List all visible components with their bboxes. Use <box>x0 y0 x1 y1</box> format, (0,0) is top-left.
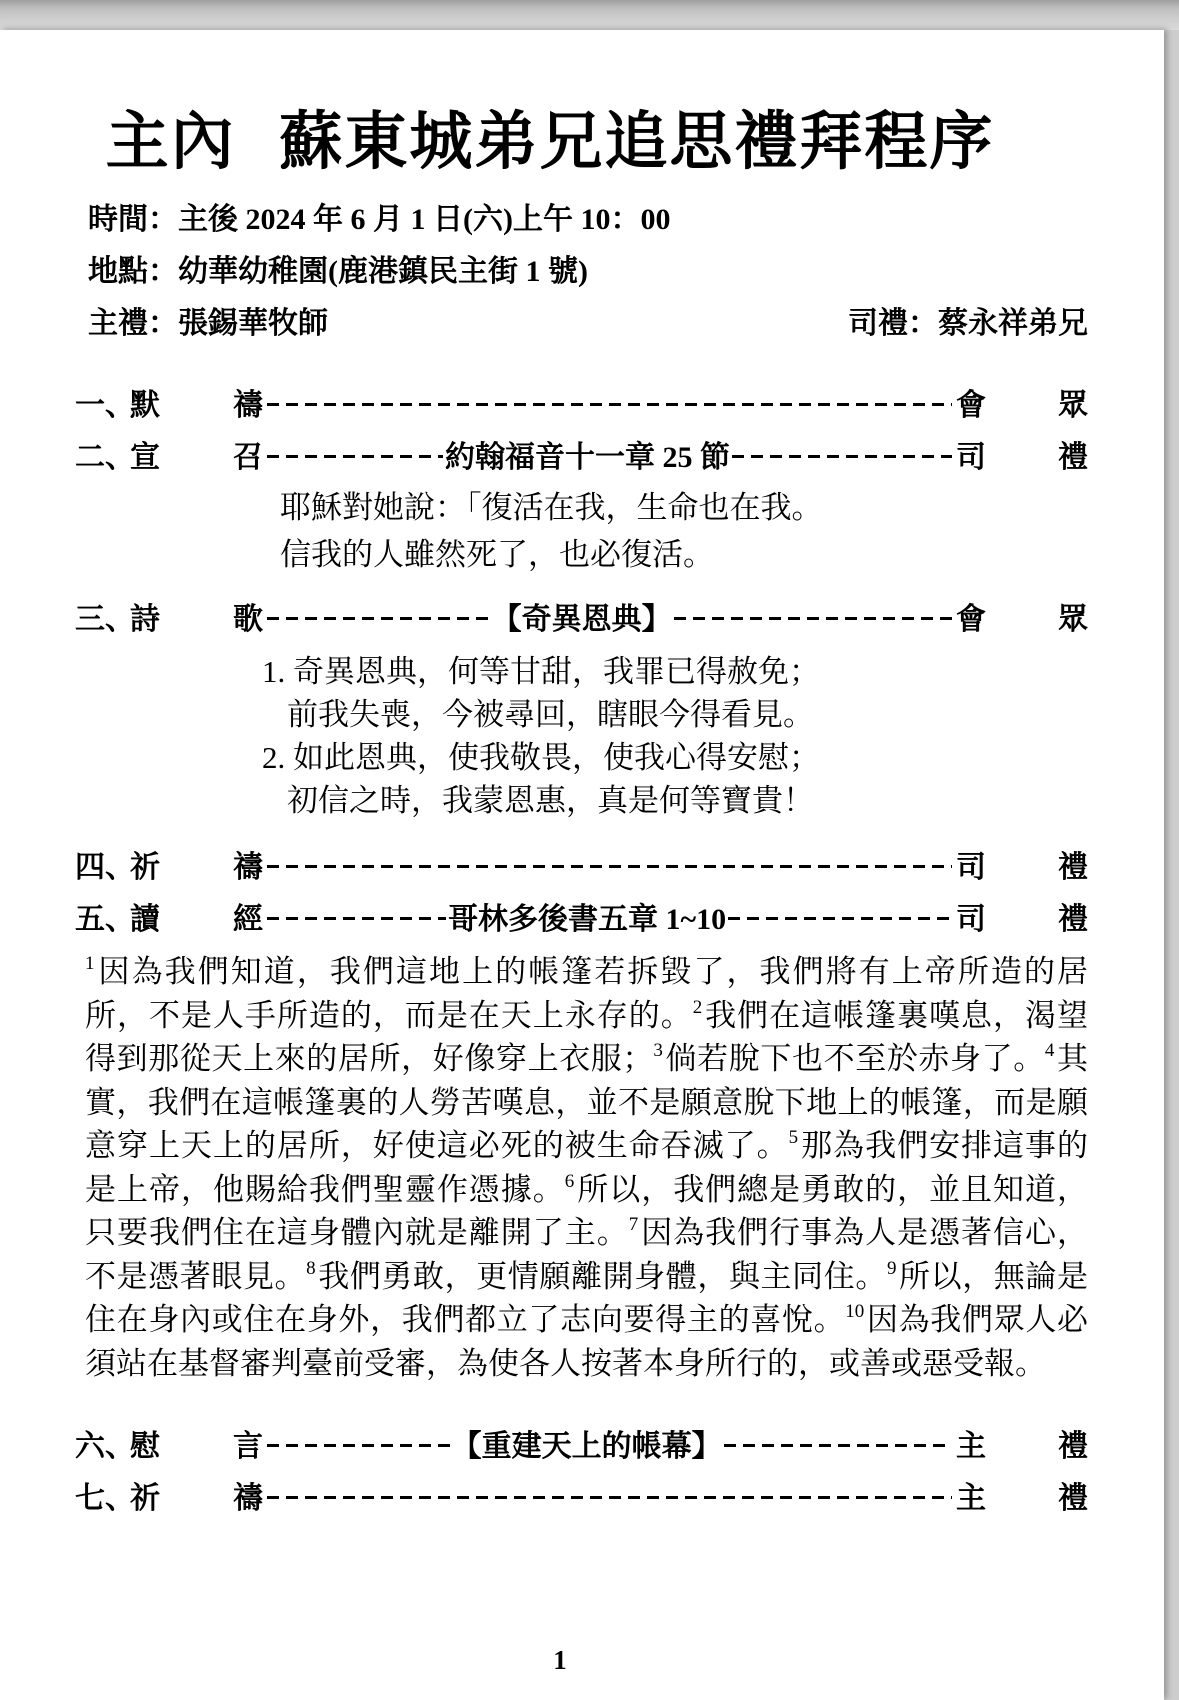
leader-dashes <box>732 455 952 458</box>
hymn-lyrics <box>262 650 1088 822</box>
note-line: 耶穌對她說：「復活在我，生命也在我。 <box>280 490 823 525</box>
page-number: 1 <box>553 1645 567 1675</box>
viewer-top-gutter <box>0 0 1179 30</box>
meta-location: 地點：幼華幼稚園(鹿港鎮民主街 1 號) <box>88 255 588 288</box>
meta-presider: 主禮：張錫華牧師 <box>88 307 328 340</box>
program-item-title <box>130 432 263 476</box>
note-line: 前我失喪，今被尋回，瞎眼今得看見。 <box>287 697 814 732</box>
leader-dashes <box>267 455 443 458</box>
verse-number: 9 <box>886 1257 897 1279</box>
program-item-title-char: 禱 <box>233 1482 263 1515</box>
program-item-number: 二、 <box>75 441 135 474</box>
program-item <box>75 890 1088 942</box>
leader-dashes <box>267 1444 450 1447</box>
program-item-title <box>130 594 263 638</box>
program-item-title-char: 言 <box>233 1430 263 1463</box>
program-item-assignee <box>956 1421 1088 1465</box>
leader-line <box>263 894 956 938</box>
leader-dashes <box>267 1496 952 1499</box>
verse-number: 4 <box>1044 1040 1055 1061</box>
program-item <box>75 376 1088 428</box>
program-item-title <box>130 894 263 938</box>
program-item <box>75 590 1088 642</box>
program-item-assignee-char: 禮 <box>1058 903 1088 936</box>
note-line: 2. 如此恩典，使我敬畏，使我心得安慰； <box>262 740 820 775</box>
program-item-number: 五、 <box>75 903 135 936</box>
program-item <box>75 428 1088 480</box>
leader-dashes <box>267 617 490 620</box>
program-item-title-char: 歌 <box>233 603 263 636</box>
viewer-right-gutter <box>1164 30 1179 1700</box>
verse-number: 10 <box>845 1301 865 1322</box>
meta-mc: 司禮：蔡永祥弟兄 <box>848 307 1088 340</box>
program-item-detail: 【重建天上的帳幕】 <box>451 1430 722 1463</box>
leader-dashes <box>267 865 952 868</box>
program-item-assignee-char: 禮 <box>1058 441 1088 474</box>
verse-number: 7 <box>628 1214 639 1235</box>
note-line: 初信之時，我蒙恩惠，真是何等寶貴！ <box>287 783 814 818</box>
verse-number: 2 <box>692 996 703 1018</box>
verse-number: 3 <box>653 1040 663 1061</box>
leader-line <box>263 401 956 404</box>
leader-dashes <box>724 1444 952 1447</box>
program-item-assignee <box>956 842 1088 886</box>
verse-number: 6 <box>564 1170 575 1192</box>
program-list <box>0 376 1164 1521</box>
program-item-assignee-char: 司 <box>956 441 986 474</box>
program-item-title-char: 慰 <box>130 1430 160 1463</box>
document-page[interactable] <box>0 30 1164 1700</box>
program-item-assignee-char: 禮 <box>1058 1482 1088 1515</box>
leader-line <box>263 432 956 476</box>
program-item-title-char: 讀 <box>130 903 160 936</box>
program-item-assignee-char: 會 <box>956 389 986 422</box>
program-item-title <box>130 380 263 424</box>
program-item-assignee-char: 司 <box>956 903 986 936</box>
program-item-number: 七、 <box>75 1482 135 1515</box>
program-item-assignee <box>956 594 1088 638</box>
program-item-title-char: 經 <box>233 903 263 936</box>
program-item-detail: 約翰福音十一章 25 節 <box>445 441 730 474</box>
program-item-title-char: 宣 <box>130 441 160 474</box>
program-item-assignee-char: 禮 <box>1058 1430 1088 1463</box>
page-title: 主內 蘇東城弟兄追思禮拜程序 <box>105 107 995 177</box>
meta-officiants <box>88 298 1088 350</box>
verse-number: 5 <box>788 1127 799 1148</box>
leader-line <box>263 1421 956 1465</box>
program-item-assignee-char: 主 <box>956 1482 986 1515</box>
scripture-passage: $^1$因為我們知道，我們這地上的帳篷若拆毀了，我們將有上帝所造的居所，不是人手所造的，而是在天上永存的。$^2$我們在這帳篷裏嘆息，渴望得到那從天上來的居所，好像穿上衣服；$^3$倘若脫下也不至於赤身了。$^4$其實，我們在這帳篷裏的人勞苦嘆息，並不是願意脫下地上的帳篷，而是願意穿上天上的居所，好使這必死的被生命吞滅了。$^5$那為我們安排這事的是上帝，他賜給我們聖靈作憑據。$^6$所以，我們總是勇敢的，並且知道，只要我們住在這身體內就是離開了主。$^7$因為我們行事為人是憑著信心，不是憑著眼見。$^8$我們勇敢，更情願離開身體，與主同住。$^9$所以，無論是住在身內或住在身外，我們都立了志向要得主的喜悅。$^{10}$因為我們眾人必須站在基督審判臺前受審，為使各人按著本身所行的，或善或惡受報。 <box>85 953 1089 1381</box>
verse-number: 8 <box>306 1257 316 1279</box>
program-item-title-char: 禱 <box>233 389 263 422</box>
note-line: 1. 奇異恩典，何等甘甜，我罪已得赦免； <box>262 654 820 689</box>
leader-dashes <box>674 617 952 620</box>
program-item-title-char: 祈 <box>130 1482 160 1515</box>
leader-dashes <box>728 917 952 920</box>
program-item <box>75 1469 1088 1521</box>
leader-dashes <box>267 917 446 920</box>
program-item-assignee <box>956 432 1088 476</box>
program-item-title <box>130 1421 263 1465</box>
program-item-title <box>130 1473 263 1517</box>
verse-number: 1 <box>85 953 95 974</box>
call-to-worship-quote <box>280 484 1088 578</box>
program-item-title <box>130 842 263 886</box>
program-item-title-char: 默 <box>130 389 160 422</box>
service-meta <box>88 194 1088 350</box>
leader-dashes <box>267 403 952 406</box>
program-item-title-char: 祈 <box>130 851 160 884</box>
program-item-assignee <box>956 380 1088 424</box>
leader-line <box>263 863 956 866</box>
program-item-number: 一、 <box>75 389 135 422</box>
leader-line <box>263 594 956 638</box>
program-item-assignee <box>956 894 1088 938</box>
program-item-assignee-char: 眾 <box>1058 603 1088 636</box>
leader-line <box>263 1494 956 1497</box>
program-item-assignee-char: 禮 <box>1058 851 1088 884</box>
program-item-number: 三、 <box>75 603 135 636</box>
program-item-title-char: 禱 <box>233 851 263 884</box>
program-item-title-char: 詩 <box>130 603 160 636</box>
meta-time: 時間：主後 2024 年 6 月 1 日(六)上午 10：00 <box>88 203 671 236</box>
program-item-detail: 哥林多後書五章 1~10 <box>448 903 727 936</box>
program-item <box>75 1417 1088 1469</box>
program-item <box>75 838 1088 890</box>
program-item-assignee-char: 主 <box>956 1430 986 1463</box>
program-item-assignee <box>956 1473 1088 1517</box>
program-item-assignee-char: 眾 <box>1058 389 1088 422</box>
program-item-title-char: 召 <box>233 441 263 474</box>
program-item-assignee-char: 會 <box>956 603 986 636</box>
program-item-detail: 【奇異恩典】 <box>491 603 672 636</box>
program-item-assignee-char: 司 <box>956 851 986 884</box>
program-item-number: 六、 <box>75 1430 135 1463</box>
note-line: 信我的人雖然死了，也必復活。 <box>280 537 714 572</box>
program-item-number: 四、 <box>75 851 135 884</box>
